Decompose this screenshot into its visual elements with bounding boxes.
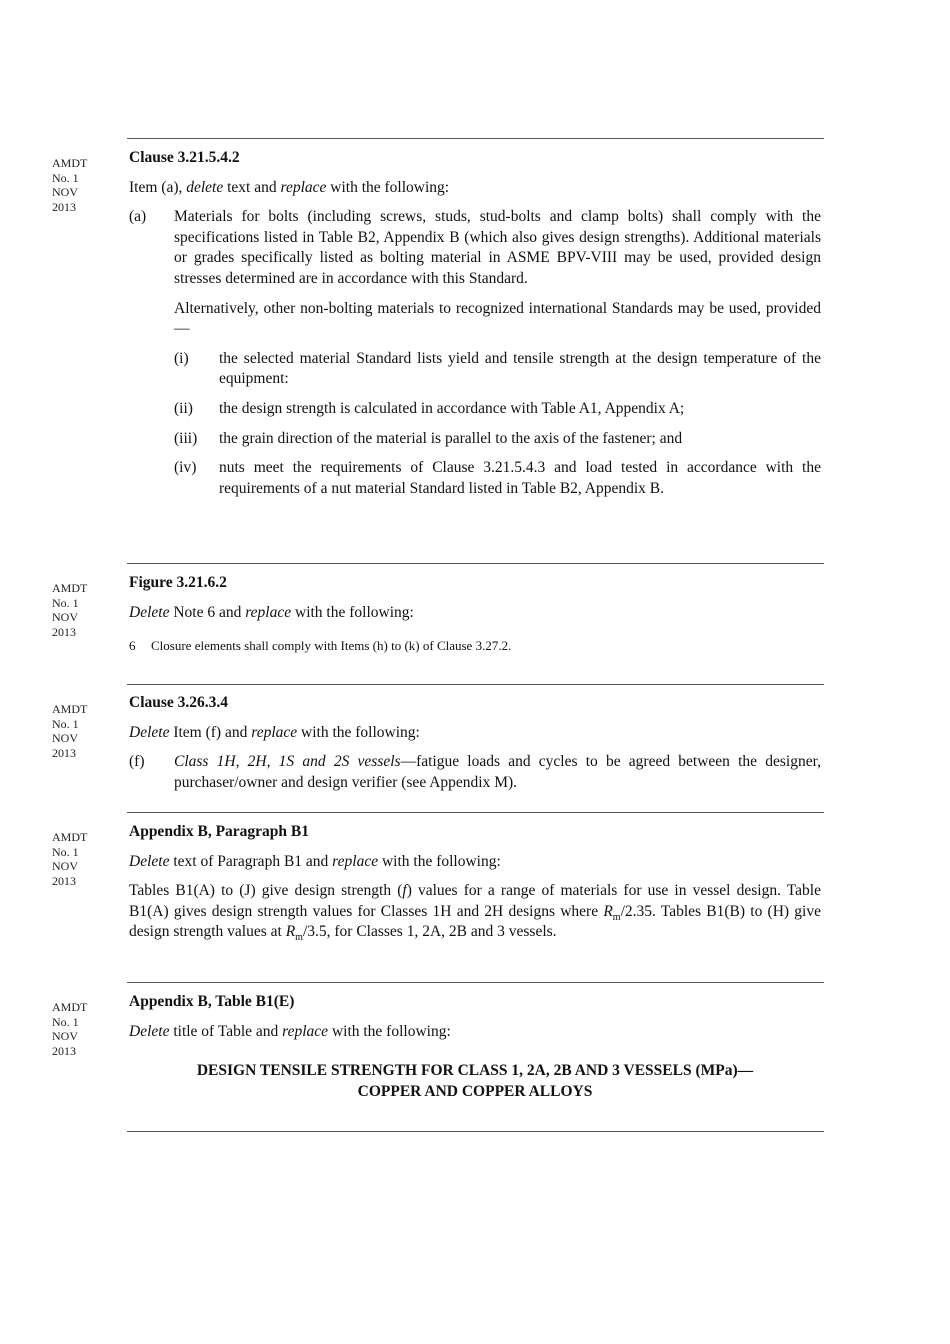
symbol-f: f [402,882,407,900]
sub-item-label: (ii) [174,399,193,417]
paragraph-part: ) values for a range of materials for use in vessel design. Table B1(A) gives design strength values for Classes 1H and 2H designs where [129,882,821,920]
item-label: (f) [129,753,145,771]
amendment-month: NOV [52,1029,78,1043]
sub-item-label: (iii) [174,429,198,447]
amendment-year: 2013 [52,1043,76,1058]
paragraph-part: Tables B1(A) to (J) give design strength ( [129,882,403,900]
instruction-text [129,178,821,199]
amendment-note [52,830,112,888]
divider-rule [127,812,824,813]
sub-item-label: (iv) [174,459,197,477]
paragraph-part: /3.5, for Classes 1, 2A, 2B and 3 vessels. [302,923,557,941]
paragraph-part: /2.35. Tables B1(B) to (H) give design strength values at [129,902,821,941]
divider-rule [127,563,824,564]
instruction-delete: delete [186,178,224,196]
instruction-delete: Delete [129,852,170,870]
sub-item-text: the grain direction of the material is parallel to the axis of the fastener; and [219,429,683,447]
alternative-text: Alternatively, other non-bolting materials to recognized international Standards may be used, provided— [174,299,821,338]
amendment-label: AMDT [52,156,88,170]
section-appendix-b-paragraph-b1 [129,822,821,943]
section-heading: Clause 3.21.5.4.2 [129,149,240,166]
sub-item-label: (i) [174,349,189,367]
list-item [129,752,821,793]
note-number: 6 [129,638,136,654]
sub-item-text: the design strength is calculated in accordance with Table A1, Appendix A; [219,399,685,417]
table-title-line: DESIGN TENSILE STRENGTH FOR CLASS 1, 2A, 2B AND 3 VESSELS (MPa)— [196,1062,754,1080]
sub-list-item [174,399,821,420]
instruction-replace: replace [280,178,327,196]
note-text: Closure elements shall comply with Items (h) to (k) of Clause 3.27.2. [151,638,512,654]
instruction-text [129,1022,821,1043]
amendment-note [52,702,112,760]
instruction-replace: replace [251,723,298,741]
amendment-month: NOV [52,610,78,624]
instruction-part: with the following: [326,178,450,196]
sub-list-item [174,349,821,390]
amendment-month: NOV [52,185,78,199]
amendment-year: 2013 [52,624,76,639]
section-heading: Figure 3.21.6.2 [129,574,227,591]
amendment-label: AMDT [52,830,88,844]
sub-list-item [174,429,821,450]
amendment-month: NOV [52,859,78,873]
item-text: Materials for bolts (including screws, studs, stud-bolts and clamp bolts) shall comply with the specifications listed in Table B2, Appendix B (which also gives design strengths). Additional materials or grades specifically listed as bolting material in ASME BPV-VIII may be used, provided design stresses determined are in accordance with this Standard. [174,208,821,287]
sub-list-item [174,458,821,499]
section-heading: Appendix B, Table B1(E) [129,993,295,1010]
instruction-part: title of Table and [169,1022,283,1040]
amendment-note [52,156,112,214]
item-italic-text: Class 1H, 2H, 1S and 2S vessels [174,753,401,771]
instruction-part: with the following: [297,723,420,741]
instruction-text [129,723,821,744]
subscript-m: m [295,932,303,944]
amendment-number: No. 1 [52,595,79,610]
paragraph-text [129,881,821,943]
instruction-replace: replace [245,603,292,621]
section-clause-3-26-3-4 [129,693,821,793]
instruction-delete: Delete [129,1022,170,1040]
instruction-part: with the following: [328,1022,451,1040]
amendment-number: No. 1 [52,170,79,185]
symbol-r: R [603,902,613,920]
instruction-text [129,603,821,624]
list-item [129,207,821,289]
item-text [174,752,821,793]
item-label: (a) [129,208,147,226]
amendment-year: 2013 [52,745,76,760]
section-heading: Clause 3.26.3.4 [129,694,229,711]
divider-rule [127,982,824,983]
section-figure-3-21-6-2 [129,573,821,654]
section-heading: Appendix B, Paragraph B1 [129,823,310,840]
divider-rule [127,138,824,139]
amendment-number: No. 1 [52,716,79,731]
instruction-part: Item (a), [129,178,187,196]
table-title [84,1061,866,1102]
amendment-label: AMDT [52,581,88,595]
amendment-year: 2013 [52,873,76,888]
instruction-delete: Delete [129,723,170,741]
instruction-part: text and [223,178,281,196]
amendment-label: AMDT [52,702,88,716]
instruction-text [129,852,821,873]
amendment-number: No. 1 [52,1014,79,1029]
alternative-block [174,299,821,500]
amendment-note [52,581,112,639]
instruction-part: with the following: [378,852,501,870]
sub-item-text: the selected material Standard lists yield and tensile strength at the design temperature of the equipment: [219,349,821,388]
subscript-m: m [612,911,621,923]
instruction-part: Note 6 and [169,603,246,621]
amendment-month: NOV [52,731,78,745]
section-clause-3-21-5-4-2 [129,148,821,499]
amendment-year: 2013 [52,199,76,214]
instruction-replace: replace [332,852,379,870]
amendment-number: No. 1 [52,844,79,859]
figure-note [129,638,821,654]
item-body-text: —fatigue loads and cycles to be agreed between the designer, purchaser/owner and design verifier (see Appendix M). [174,753,821,791]
section-appendix-b-table-b1e [129,992,821,1102]
instruction-part: with the following: [291,603,414,621]
instruction-delete: Delete [129,603,170,621]
instruction-part: text of Paragraph B1 and [169,852,333,870]
table-title-line: COPPER AND COPPER ALLOYS [357,1082,593,1100]
symbol-r: R [285,923,296,941]
divider-rule [127,1131,824,1132]
amendment-note [52,1000,112,1058]
amendment-label: AMDT [52,1000,88,1014]
instruction-part: Item (f) and [169,723,252,741]
divider-rule [127,684,824,685]
instruction-replace: replace [282,1022,329,1040]
sub-item-text: nuts meet the requirements of Clause 3.21.5.4.3 and load tested in accordance with the requirements of a nut material Standard listed in Table B2, Appendix B. [219,459,821,497]
